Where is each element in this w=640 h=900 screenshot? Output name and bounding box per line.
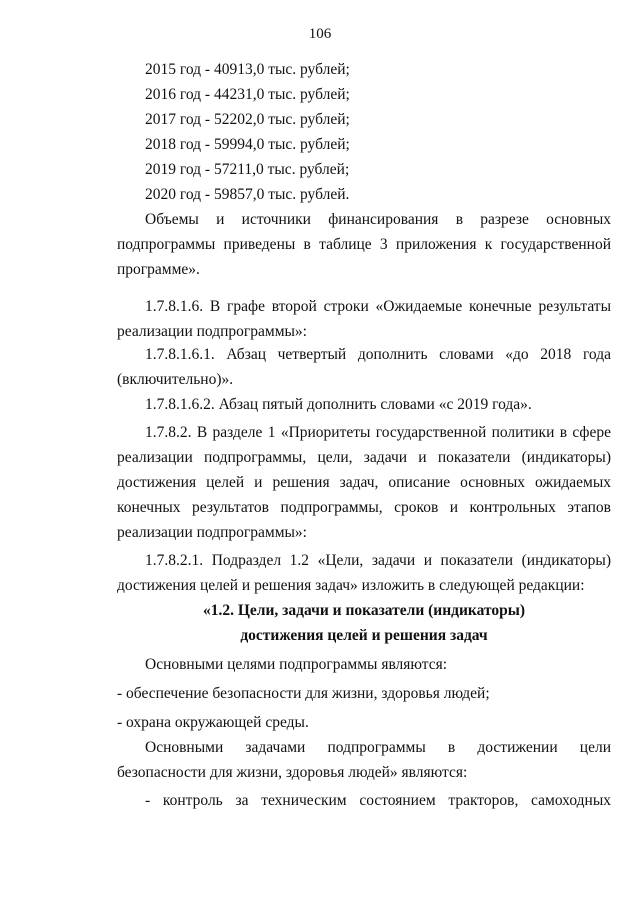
- page-number: 106: [308, 26, 332, 42]
- section-heading: [117, 598, 611, 648]
- goals-intro: Основными целями подпрограммы являются:: [145, 656, 448, 673]
- goal-item: - обеспечение безопасности для жизни, здоровья людей;: [117, 685, 490, 702]
- heading-line: достижения целей и решения задач: [240, 627, 488, 644]
- task-item: - контроль за техническим состоянием тракторов, самоходных: [145, 792, 611, 809]
- paragraph-line: (включительно)».: [117, 371, 234, 388]
- funding-year-line: 2015 год - 40913,0 тыс. рублей;: [145, 61, 350, 78]
- heading-line: «1.2. Цели, задачи и показатели (индикаторы): [202, 602, 526, 619]
- paragraph-line: реализации подпрограммы»:: [117, 323, 307, 340]
- item-1-7-8-2: [117, 420, 611, 545]
- paragraph-line: 1.7.8.2.1. Подраздел 1.2 «Цели, задачи и показатели (индикаторы): [145, 552, 611, 569]
- paragraph-line: Основными задачами подпрограммы в достижении цели: [145, 739, 611, 756]
- paragraph-line: 1.7.8.1.6. В графе второй строки «Ожидаемые конечные результаты: [145, 298, 611, 315]
- funding-year-line: 2016 год - 44231,0 тыс. рублей;: [145, 86, 350, 103]
- paragraph-line: реализации подпрограммы»:: [117, 524, 307, 541]
- paragraph-line: 1.7.8.1.6.1. Абзац четвертый дополнить словами «до 2018 года: [145, 346, 611, 363]
- volumes-paragraph: [117, 207, 611, 282]
- tasks-section: [117, 735, 611, 813]
- paragraph-line: достижения целей и решения задач» изложить в следующей редакции:: [117, 577, 585, 594]
- paragraph-line: Объемы и источники финансирования в разрезе основных: [145, 211, 611, 228]
- paragraph-line: достижения целей и решения задач, описание основных ожидаемых: [117, 474, 611, 491]
- paragraph-line: подпрограммы приведены в таблице 3 приложения к государственной: [117, 236, 611, 253]
- funding-year-line: 2018 год - 59994,0 тыс. рублей;: [145, 136, 350, 153]
- paragraph-line: реализации подпрограммы, цели, задачи и показатели (индикаторы): [117, 449, 611, 466]
- item-1-7-8-1-6-2: [117, 392, 611, 417]
- paragraph-line: конечных результатов подпрограммы, сроков и контрольных этапов: [117, 499, 611, 516]
- funding-year-line: 2020 год - 59857,0 тыс. рублей.: [145, 186, 350, 203]
- goals-section: [117, 652, 611, 735]
- paragraph-line: программе».: [117, 261, 200, 278]
- paragraph-line: 1.7.8.2. В разделе 1 «Приоритеты государственной политики в сфере: [145, 424, 611, 441]
- goal-item: - охрана окружающей среды.: [117, 714, 309, 731]
- paragraph-line: безопасности для жизни, здоровья людей» являются:: [117, 764, 468, 781]
- item-1-7-8-2-1: [117, 548, 611, 598]
- funding-years-list: [117, 57, 611, 207]
- paragraph-line: 1.7.8.1.6.2. Абзац пятый дополнить словами «с 2019 года».: [145, 396, 532, 413]
- funding-year-line: 2019 год - 57211,0 тыс. рублей;: [145, 161, 350, 178]
- funding-year-line: 2017 год - 52202,0 тыс. рублей;: [145, 111, 350, 128]
- item-1-7-8-1-6-1: [117, 342, 611, 392]
- item-1-7-8-1-6: [117, 294, 611, 344]
